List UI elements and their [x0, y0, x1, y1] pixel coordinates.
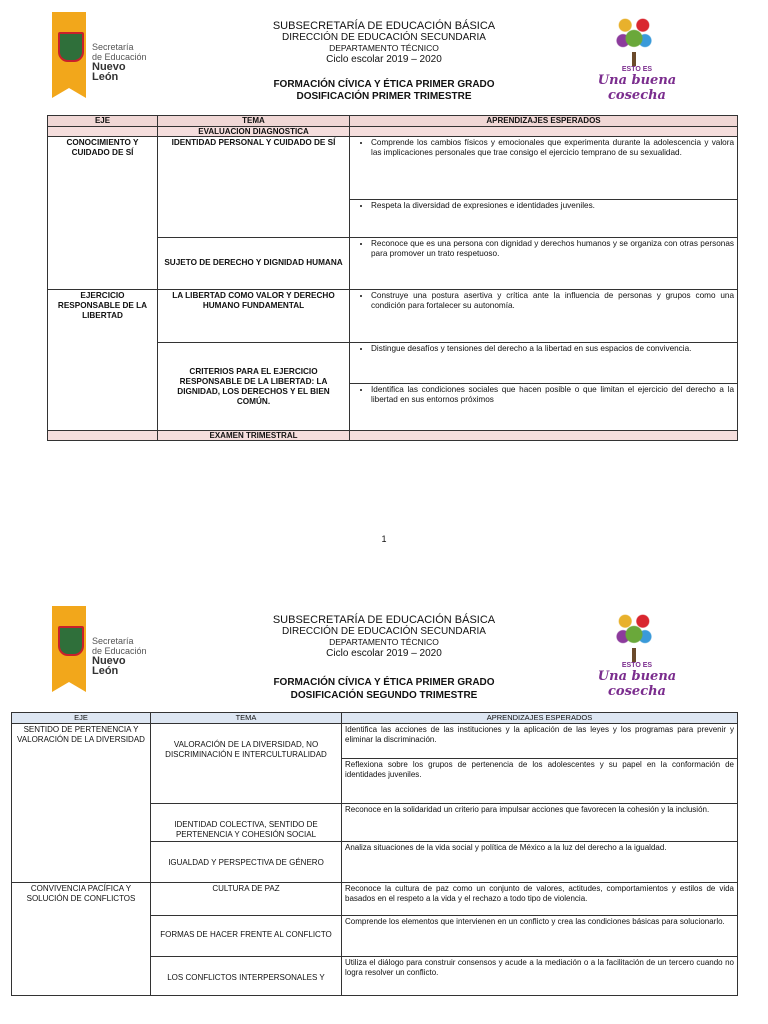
dosificacion-table-2 [11, 712, 738, 996]
aprendizaje-cell [350, 343, 738, 384]
examen-trimestral: EXAMEN TRIMESTRAL [158, 431, 350, 441]
aprendizaje-cell: Analiza situaciones de la vida social y política de México a la luz del derecho a la igualdad. [342, 842, 738, 883]
header-subsecretaria: SUBSECRETARÍA DE EDUCACIÓN BÁSICA [272, 614, 496, 626]
aprendizaje-cell: Identifica las acciones de las instituciones y la aplicación de las leyes y los programas para prevenir y eliminar la discriminación. [342, 724, 738, 759]
logo-text-3: Nuevo León [92, 655, 126, 677]
column-header-eje: EJE [12, 713, 151, 724]
evaluacion-diagnostica: EVALUACION DIAGNOSTICA [158, 127, 350, 137]
list-item: • Respeta la diversidad de expresiones e identidades juveniles. [371, 201, 734, 211]
empty-cell [48, 127, 158, 137]
logo-text-3: Nuevo León [92, 61, 126, 83]
column-header-aprendizajes: APRENDIZAJES ESPERADOS [342, 713, 738, 724]
logo-esto-es: ESTO ES [621, 66, 653, 73]
column-header-tema: TEMA [151, 713, 342, 724]
logo-text-1: Secretaría [92, 636, 134, 646]
logo-text-1: Secretaría [92, 42, 134, 52]
header-ciclo: Ciclo escolar 2019 – 2020 [326, 648, 442, 659]
eje-cell: CONOCIMIENTO Y CUIDADO DE SÍ [48, 137, 158, 290]
aprendizaje-cell [350, 137, 738, 200]
tema-cell: CULTURA DE PAZ [151, 883, 342, 916]
logo-text-2: de Educación [92, 52, 147, 62]
table-row [12, 883, 738, 916]
header-ciclo: Ciclo escolar 2019 – 2020 [326, 54, 442, 65]
aprendizaje-cell: Reconoce en la solidaridad un criterio para impulsar acciones que favorecen la cohesión y la inclusión. [342, 804, 738, 842]
eje-cell: EJERCICIO RESPONSABLE DE LA LIBERTAD [48, 290, 158, 431]
aprendizaje-cell [350, 290, 738, 343]
tema-cell: LOS CONFLICTOS INTERPERSONALES Y [151, 957, 342, 996]
list-item: • Identifica las condiciones sociales que hacen posible o que limitan el ejercicio del derecho a la libertad en sus entornos próximos [371, 385, 734, 405]
doc-subtitle: DOSIFICACIÓN PRIMER TRIMESTRE [296, 91, 472, 102]
aprendizaje-cell: Utiliza el diálogo para construir consensos y acude a la mediación o a la facilitación de un tercero cuando no logra resolver un conflicto. [342, 957, 738, 996]
logo-buena-cosecha: Una buena cosecha [597, 669, 677, 699]
doc-title: FORMACIÓN CÍVICA Y ÉTICA PRIMER GRADO [273, 79, 495, 90]
table-row-evaluacion [48, 127, 738, 137]
header-direccion: DIRECCIÓN DE EDUCACIÓN SECUNDARIA [282, 626, 486, 637]
table-row [12, 724, 738, 759]
list-item: • Comprende los cambios físicos y emocionales que experimenta durante la adolescencia y valora las implicaciones personales que trae consigo el ejercicio temprano de su sexualidad. [371, 138, 734, 158]
empty-cell [350, 431, 738, 441]
doc-title: FORMACIÓN CÍVICA Y ÉTICA PRIMER GRADO [273, 677, 495, 688]
header-departamento: DEPARTAMENTO TÉCNICO [329, 637, 439, 647]
tema-cell: VALORACIÓN DE LA DIVERSIDAD, NO DISCRIMINACIÓN E INTERCULTURALIDAD [151, 724, 342, 804]
eje-cell: SENTIDO DE PERTENENCIA Y VALORACIÓN DE LA DIVERSIDAD [12, 724, 151, 883]
tema-cell: IGUALDAD Y PERSPECTIVA DE GÉNERO [151, 842, 342, 883]
logo-buena-cosecha: Una buena cosecha [597, 73, 677, 103]
page-2 [0, 600, 768, 1024]
tema-cell: FORMAS DE HACER FRENTE AL CONFLICTO [151, 916, 342, 957]
tema-cell: SUJETO DE DERECHO Y DIGNIDAD HUMANA [158, 237, 350, 289]
page-number: 1 [381, 534, 387, 544]
header-departamento: DEPARTAMENTO TÉCNICO [329, 43, 439, 53]
list-item: • Distingue desafíos y tensiones del derecho a la libertad en sus espacios de convivencia. [371, 344, 734, 354]
logo-esto-es: ESTO ES [621, 662, 653, 669]
empty-cell [48, 431, 158, 441]
header-direccion: DIRECCIÓN DE EDUCACIÓN SECUNDARIA [282, 32, 486, 43]
tema-cell: IDENTIDAD PERSONAL Y CUIDADO DE SÍ [158, 137, 350, 238]
table-header-row [48, 116, 738, 127]
aprendizaje-cell: Comprende los elementos que intervienen en un conflicto y crea las condiciones básicas para solucionarlo. [342, 916, 738, 957]
table-header-row [12, 713, 738, 724]
list-item: • Reconoce que es una persona con dignidad y derechos humanos y se organiza con otras personas para promover un trato respetuoso. [371, 239, 734, 259]
table-row [48, 137, 738, 200]
tema-cell: IDENTIDAD COLECTIVA, SENTIDO DE PERTENENCIA Y COHESIÓN SOCIAL [151, 804, 342, 842]
column-header-aprendizajes: APRENDIZAJES ESPERADOS [350, 116, 738, 127]
empty-cell [350, 127, 738, 137]
tema-cell: LA LIBERTAD COMO VALOR Y DERECHO HUMANO FUNDAMENTAL [158, 290, 350, 343]
dosificacion-table-1 [47, 115, 738, 441]
aprendizaje-cell: Reconoce la cultura de paz como un conjunto de valores, actitudes, comportamientos y estilos de vida basados en el respeto a la vida y el rechazo a todo tipo de violencia. [342, 883, 738, 916]
aprendizaje-cell [350, 199, 738, 237]
table-row [48, 290, 738, 343]
tema-cell: CRITERIOS PARA EL EJERCICIO RESPONSABLE DE LA LIBERTAD: LA DIGNIDAD, LOS DERECHOS Y EL BIEN COMÚN. [158, 343, 350, 431]
list-item: • Construye una postura asertiva y crítica ante la influencia de personas y grupos como una condición para fortalecer su autonomía. [371, 291, 734, 311]
doc-subtitle: DOSIFICACIÓN SEGUNDO TRIMESTRE [290, 690, 478, 701]
aprendizaje-cell [350, 384, 738, 431]
header-subsecretaria: SUBSECRETARÍA DE EDUCACIÓN BÁSICA [272, 20, 496, 32]
aprendizaje-cell: Reflexiona sobre los grupos de pertenencia de los adolescentes y su papel en la conformación de identidades juveniles. [342, 759, 738, 804]
logo-text-2: de Educación [92, 646, 147, 656]
aprendizaje-cell [350, 237, 738, 289]
column-header-eje: EJE [48, 116, 158, 127]
eje-cell: CONVIVENCIA PACÍFICA Y SOLUCIÓN DE CONFLICTOS [12, 883, 151, 996]
table-row-examen [48, 431, 738, 441]
column-header-tema: TEMA [158, 116, 350, 127]
